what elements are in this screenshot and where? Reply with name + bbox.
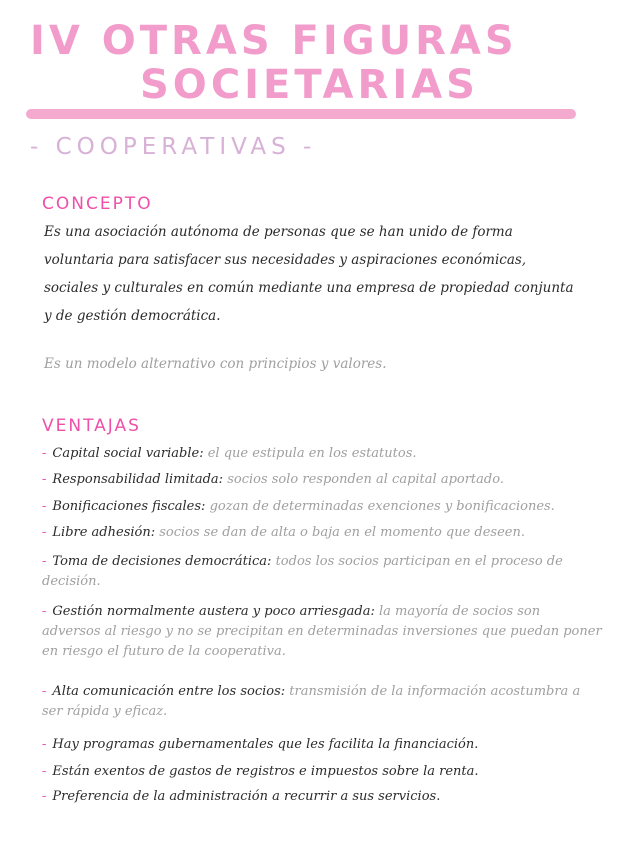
list-item: - Toma de decisiones democrática: todos los socios participan en el proceso de decisión. xyxy=(42,554,563,589)
concepto-heading: CONCEPTO xyxy=(42,194,153,214)
list-item: - Capital social variable: el que estipula en los estatutos. xyxy=(42,446,417,461)
list-item: - Responsabilidad limitada: socios solo responden al capital aportado. xyxy=(42,472,504,487)
list-item: - Bonificaciones fiscales: gozan de determinadas exenciones y bonificaciones. xyxy=(42,499,555,514)
list-item: - Gestión normalmente austera y poco arriesgada: la mayoría de socios son adversos al riesgo y no se precipitan en determinadas inversiones que puedan poner en riesgo el futuro de la cooperativa. xyxy=(42,604,602,659)
title-line-2: SOCIETARIAS xyxy=(140,62,479,108)
list-item: - Alta comunicación entre los socios: transmisión de la información acostumbra a ser rápida y eficaz. xyxy=(42,684,581,719)
list-item: - Están exentos de gastos de registros e impuestos sobre la renta. xyxy=(42,764,479,779)
concepto-text: Es una asociación autónoma de personas que se han unido de forma voluntaria para satisfacer sus necesidades y aspiraciones económicas, sociales y culturales en común mediante una empresa de propiedad conjunta y de gestión democrática. xyxy=(44,224,574,324)
concepto-note: Es un modelo alternativo con principios y valores. xyxy=(44,356,387,372)
title-underline xyxy=(26,109,576,119)
ventajas-heading: VENTAJAS xyxy=(42,416,141,436)
list-item: - Hay programas gubernamentales que les facilita la financiación. xyxy=(42,737,479,752)
list-item: - Libre adhesión: socios se dan de alta o baja en el momento que deseen. xyxy=(42,525,525,540)
section-heading: - COOPERATIVAS - xyxy=(30,134,317,160)
list-item: - Preferencia de la administración a recurrir a sus servicios. xyxy=(42,789,441,804)
title-line-1: IV OTRAS FIGURAS xyxy=(30,18,518,64)
